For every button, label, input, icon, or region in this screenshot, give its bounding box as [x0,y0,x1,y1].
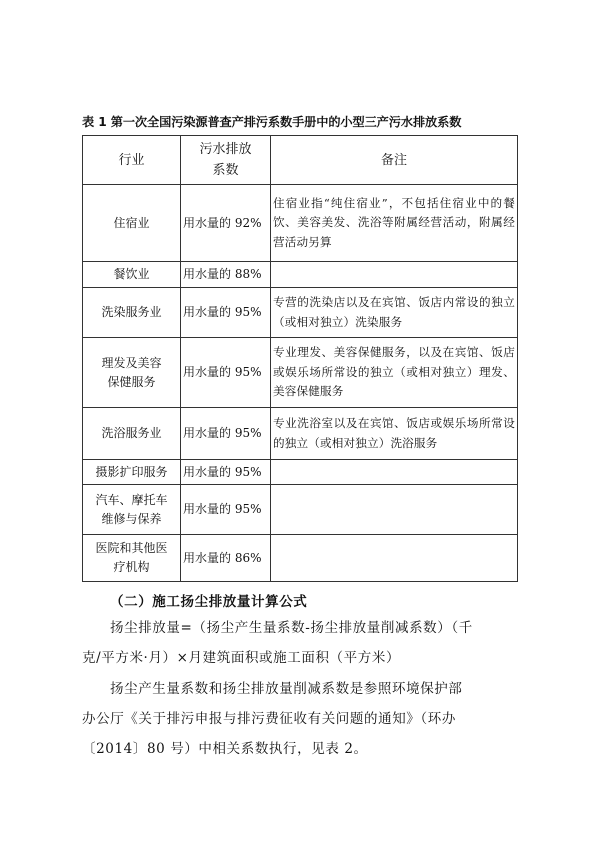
coefficient-cell: 用水量的 95% [181,485,271,535]
table-row [83,185,518,262]
industry-cell [83,185,181,262]
table-row [83,535,518,582]
industry-label-line1: 理发及美容 [101,355,162,370]
header-industry: 行业 [83,136,181,185]
reference-line2: 办公厅《关于排污申报与排污费征收有关问题的通知》（环办 [82,711,456,727]
coefficient-cell: 用水量的 95% [181,408,271,460]
industry-cell [83,535,181,582]
formula-paragraph [82,613,518,673]
formula-line2: 克/平方米·月）×月建筑面积或施工面积（平方米） [82,650,401,666]
table-row [83,288,518,338]
note-cell: 专营的洗染店以及在宾馆、饭店内常设的独立（或相对独立）洗染服务 [271,288,518,338]
table-row [83,262,518,288]
header-coefficient-line1: 污水排放 [199,142,252,157]
industry-label-line2: 疗机构 [113,560,150,574]
note-cell [271,262,518,288]
table-row [83,485,518,535]
industry-cell [83,408,181,460]
header-coefficient [181,136,271,185]
industry-label-line2: 维修与保养 [101,511,162,526]
industry-label-line2: 保健服务 [107,374,156,389]
formula-line1: 扬尘排放量=（扬尘产生量系数-扬尘排放量削减系数）（千 [110,620,473,636]
industry-label: 摄影扩印服务 [95,464,168,479]
industry-cell [83,460,181,485]
note-cell [271,485,518,535]
section-heading: （二）施工扬尘排放量计算公式 [110,594,308,610]
industry-cell [83,485,181,535]
table-row [83,408,518,460]
coefficient-cell: 用水量的 86% [181,535,271,582]
header-note: 备注 [271,136,518,185]
table-row [83,460,518,485]
coefficient-cell: 用水量的 92% [181,185,271,262]
coefficient-cell: 用水量的 95% [181,288,271,338]
industry-label: 餐饮业 [113,267,150,281]
reference-line1: 扬尘产生量系数和扬尘排放量削减系数是参照环境保护部 [110,681,463,697]
industry-label-line1: 医院和其他医 [95,541,168,555]
coefficient-cell: 用水量的 95% [181,460,271,485]
coefficient-cell: 用水量的 95% [181,338,271,408]
header-coefficient-line2: 系数 [212,163,239,178]
note-cell: 专业洗浴室以及在宾馆、饭店或娱乐场所常设的独立（或相对独立）洗浴服务 [271,408,518,460]
industry-cell [83,338,181,408]
industry-cell [83,262,181,288]
industry-label-line1: 汽车、摩托车 [95,492,168,507]
industry-label: 住宿业 [113,215,150,230]
reference-line3: 〔2014〕80 号）中相关系数执行，见表 2。 [82,741,368,757]
note-cell [271,535,518,582]
emission-coefficient-table [82,135,518,582]
note-cell: 住宿业指“纯住宿业”，不包括住宿业中的餐饮、美容美发、洗浴等附属经营活动，附属经营活动另算 [271,185,518,262]
coefficient-cell: 用水量的 88% [181,262,271,288]
table-row [83,338,518,408]
reference-paragraph [82,674,518,764]
table-caption: 表 1 第一次全国污染源普查产排污系数手册中的小型三产污水排放系数 [82,115,462,129]
industry-label: 洗浴服务业 [101,426,162,440]
industry-cell [83,288,181,338]
note-cell [271,460,518,485]
table-header-row [83,136,518,185]
note-cell: 专业理发、美容保健服务，以及在宾馆、饭店或娱乐场所常设的独立（或相对独立）理发、美容保健服务 [271,338,518,408]
industry-label: 洗染服务业 [101,305,162,319]
